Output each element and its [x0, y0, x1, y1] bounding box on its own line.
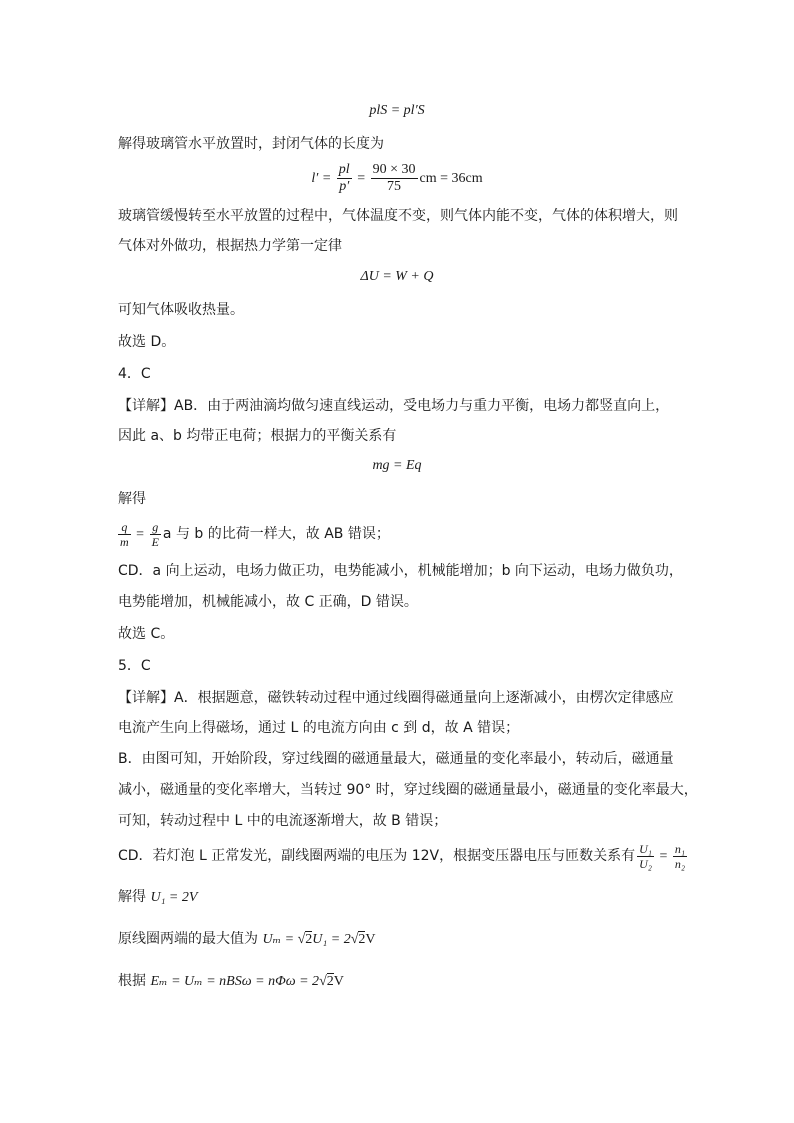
q5-a-line-2: 电流产生向上得磁场，通过 L 的电流方向由 c 到 d，故 A 错误；	[118, 720, 520, 736]
q5-b-line-3: 可知，转动过程中 L 中的电流逐渐增大，故 B 错误；	[118, 813, 448, 829]
q5-cd-text: CD．若灯泡 L 正常发光，副线圈两端的电压为 12V，根据变压器电压与匝数关系有	[118, 848, 636, 864]
fraction-g-over-e	[150, 520, 161, 549]
frac-num: 90 × 30	[372, 162, 416, 178]
sqrt-radicand-2: 2	[358, 932, 366, 947]
fraction-n1-over-n2	[673, 842, 687, 871]
q5-solve-line	[118, 887, 197, 908]
text-rotate-line-2: 气体对外做功，根据热力学第一定律	[118, 238, 342, 254]
frac-num: q	[118, 520, 131, 535]
q4-cd-line-2: 电势能增加，机械能减小，故 C 正确，D 错误。	[118, 594, 418, 610]
frac-num: U₁	[639, 841, 652, 856]
q5-basis-line	[118, 971, 344, 992]
text-absorb-heat: 可知气体吸收热量。	[118, 302, 244, 318]
sqrt-radicand-3: 2	[326, 974, 334, 989]
q5-basis-text: 根据	[118, 973, 151, 989]
frac-num: n₁	[674, 841, 686, 856]
sqrt-symbol-3: √2	[319, 974, 334, 989]
frac-num: pl	[338, 162, 350, 178]
frac-den: U₂	[639, 856, 652, 871]
q4-heading: 4．C	[118, 366, 151, 382]
q4-charge-ratio-line	[118, 515, 390, 554]
fraction-pl-over-p	[337, 162, 352, 195]
answer-q4: 故选 C。	[118, 626, 175, 642]
q5-basis-math: Eₘ = Uₘ = nBSω = nΦω = 2	[150, 974, 320, 989]
q4-equals: =	[132, 527, 148, 542]
q5-a-line-1: 【详解】A．根据题意，磁铁转动过程中通过线圈得磁通量向上逐渐减小，由楞次定律感应	[118, 690, 674, 706]
text-rotate-line-1: 玻璃管缓慢转至水平放置的过程中，气体温度不变，则气体内能不变，气体的体积增大，则	[118, 208, 678, 224]
equation-force-balance: mg = Eq	[372, 458, 422, 473]
frac-den: p′	[339, 179, 350, 195]
fraction-q-over-m	[118, 520, 131, 549]
sqrt-symbol-1: √2	[297, 932, 313, 947]
q4-ratio-conclusion: a 与 b 的比荷一样大，故 AB 错误；	[162, 526, 390, 542]
fraction-u1-over-u2	[637, 842, 654, 871]
q4-detail-line-2: 因此 a、b 均带正电荷；根据力的平衡关系有	[118, 428, 397, 444]
q5-b-line-1: B．由图可知，开始阶段，穿过线圈的磁通量最大，磁通量的变化率最小，转动后，磁通量	[118, 751, 674, 767]
q5-max-math-2: U₁ = 2	[312, 932, 351, 947]
q5-max-text: 原线圈两端的最大值为	[118, 931, 263, 947]
q4-cd-line-1: CD．a 向上运动，电场力做正功，电势能减小，机械能增加；b 向下运动，电场力做负功，	[118, 563, 683, 579]
q5-solve-math: U₁ = 2V	[150, 890, 198, 905]
eq-l-equals: =	[353, 171, 369, 186]
frac-den: 75	[387, 179, 402, 195]
equation-pressure-balance: plS = pl′S	[369, 103, 425, 118]
sqrt-symbol-2: √2	[350, 932, 366, 947]
q5-max-line	[118, 929, 376, 950]
eq-l-lhs: l′ =	[311, 171, 335, 186]
sqrt-radicand-1: 2	[305, 932, 313, 947]
answer-q3: 故选 D。	[118, 334, 176, 350]
equation-first-law: ΔU = W + Q	[360, 269, 434, 284]
frac-den: E	[151, 534, 159, 549]
q4-solve-label: 解得	[118, 491, 146, 507]
fraction-numeric	[371, 162, 418, 195]
frac-den: n₂	[674, 856, 686, 871]
q5-b-line-2: 减小，磁通量的变化率增大，当转过 90° 时，穿过线圈的磁通量最小，磁通量的变化率最大，	[118, 782, 698, 798]
q5-max-unit: V	[365, 932, 376, 947]
q5-max-math-1: Uₘ =	[262, 932, 298, 947]
equation-length	[0, 160, 794, 198]
q5-cd-line	[118, 836, 689, 877]
q5-cd-equals: =	[655, 849, 671, 864]
eq-l-rhs: cm = 36cm	[419, 171, 483, 186]
q5-heading: 5．C	[118, 658, 151, 674]
frac-den: m	[120, 534, 129, 549]
q5-solve-text: 解得	[118, 889, 151, 905]
q4-detail-line-1: 【详解】AB．由于两油滴均做匀速直线运动，受电场力与重力平衡，电场力都竖直向上，	[118, 398, 670, 414]
frac-num: g	[150, 520, 161, 535]
q5-basis-unit: V	[333, 974, 344, 989]
text-solve-length: 解得玻璃管水平放置时，封闭气体的长度为	[118, 136, 384, 152]
